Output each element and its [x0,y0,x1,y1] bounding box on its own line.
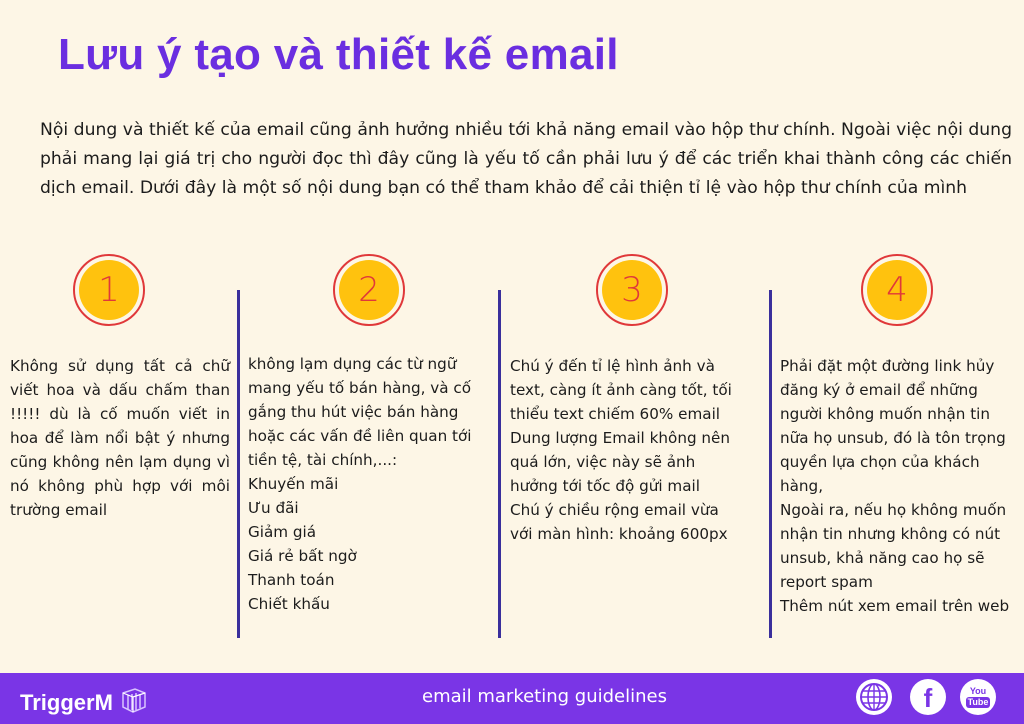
step-2-line: Khuyến mãi [248,475,339,493]
step-2-number: 2 [339,260,399,320]
step-2-line: không lạm dụng các từ ngữ mang yếu tố bán hàng, và cố gắng thu hút việc bán hàng hoặc các vấn đề liên quan tới tiền tệ, tài chính,...: [248,355,472,469]
page-title: Lưu ý tạo và thiết kế email [58,30,619,79]
column-divider [237,290,240,638]
step-2-badge [333,254,405,326]
step-1-number: 1 [79,260,139,320]
facebook-letter: f [923,683,933,713]
step-3-line: Dung lượng Email không nên quá lớn, việc này sẽ ảnh hưởng tới tốc độ gửi mail [510,429,731,495]
footer-tagline: email marketing guidelines [422,686,667,707]
step-4-number: 4 [867,260,927,320]
brand-logo-icon [119,685,149,721]
step-3-text [510,354,742,546]
youtube-label [966,687,991,708]
step-1-line: Không sử dụng tất cả chữ viết hoa và dấu chấm than !!!!! dù là cố muốn viết in hoa để làm nổi bật ý nhưng cũng không nên lạm dụng vì nó không phù hợp với môi trường email [10,357,230,519]
step-3-line: Chú ý chiều rộng email vừa với màn hình: khoảng 600px [510,501,728,543]
column-divider [498,290,501,638]
step-2-line: Giá rẻ bất ngờ [248,547,357,565]
footer-bar [0,673,1024,724]
step-2-line: Ưu đãi [248,499,299,517]
step-4-line: Phải đặt một đường link hủy đăng ký ở email để những người không muốn nhận tin nữa họ unsub, đó là tôn trọng quyền lựa chọn của khách hàng, [780,357,1006,495]
step-4-line: Ngoài ra, nếu họ không muốn nhận tin nhưng không có nút unsub, khả năng cao họ sẽ report spam [780,501,1007,591]
step-3-number: 3 [602,260,662,320]
step-4-badge [861,254,933,326]
youtube-label-top: You [969,685,987,696]
step-2-line: Giảm giá [248,523,317,541]
youtube-label-bottom: Tube [967,696,989,707]
globe-icon[interactable] [856,679,892,715]
step-2-text [248,352,480,616]
step-1-badge [73,254,145,326]
youtube-icon[interactable] [960,679,996,715]
step-1-text [10,354,230,522]
facebook-icon[interactable] [910,679,946,715]
intro-paragraph: Nội dung và thiết kế của email cũng ảnh hưởng nhiều tới khả năng email vào hộp thư chính. Ngoài việc nội dung phải mang lại giá trị cho người đọc thì đây cũng là yếu tố cần phải lưu ý để các triển khai thành công các chiến dịch email. Dưới đây là một số nội dung bạn có thể tham khảo để cải thiện tỉ lệ vào hộp thư chính của mình [40,120,1012,198]
step-4-text [780,354,1012,618]
step-3-line: Chú ý đến tỉ lệ hình ảnh và text, càng ít ảnh càng tốt, tối thiểu text chiếm 60% email [510,357,732,423]
brand[interactable] [20,685,149,721]
step-3-badge [596,254,668,326]
step-4-line: Thêm nút xem email trên web [780,597,1010,615]
brand-name: TriggerM [20,690,113,715]
step-2-line: Chiết khấu [248,595,330,613]
column-divider [769,290,772,638]
step-2-line: Thanh toán [248,571,335,589]
